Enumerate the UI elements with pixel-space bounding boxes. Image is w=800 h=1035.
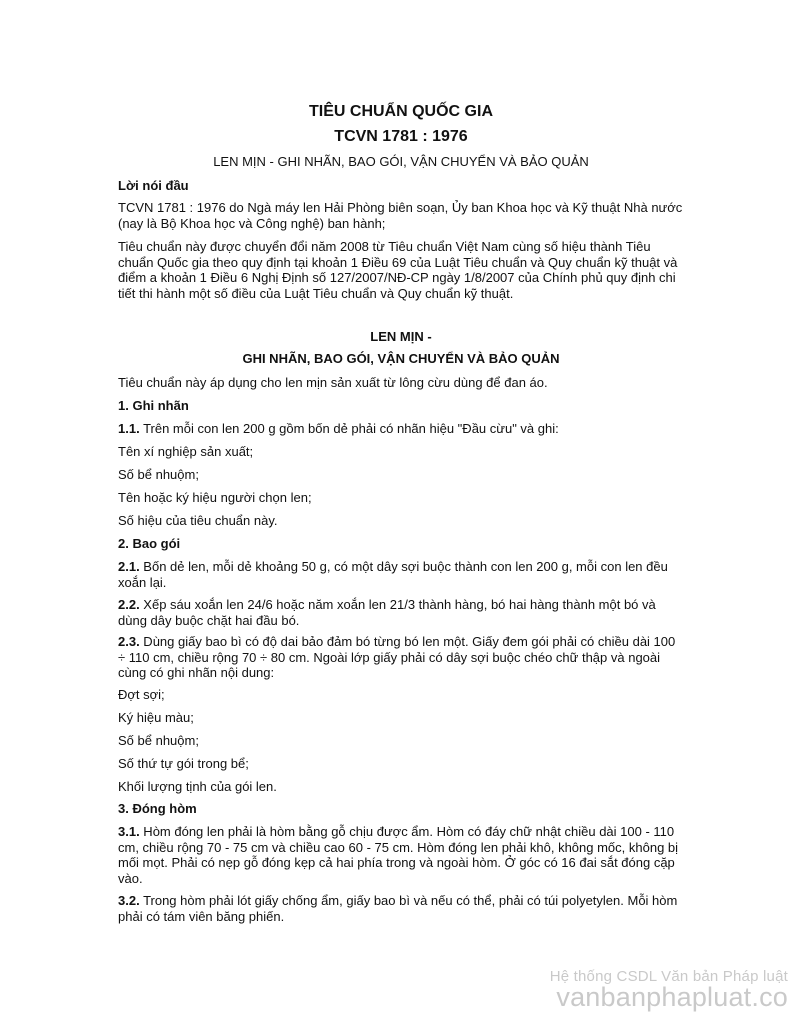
clause-text: Bốn dẻ len, mỗi dẻ khoảng 50 g, có một dây sợi buộc thành con len 200 g, mỗi con len đều xoắn lại. [118, 559, 668, 590]
clause-number: 3.2. [118, 893, 140, 908]
foreword-para-1: TCVN 1781 : 1976 do Ngà máy len Hải Phòng biên soạn, Ủy ban Khoa học và Kỹ thuật Nhà nước (nay là Bộ Khoa học và Công nghệ) ban hành; [118, 200, 683, 231]
clause-3-2 [118, 893, 684, 924]
clause-number: 2.3. [118, 634, 140, 649]
doc-subtitle: LEN MỊN - GHI NHÃN, BAO GÓI, VẬN CHUYỂN VÀ BẢO QUẢN [213, 154, 589, 169]
list-item: Số hiệu của tiêu chuẩn này. [118, 513, 278, 528]
section-1-heading: 1. Ghi nhãn [118, 398, 189, 413]
list-item: Tên hoặc ký hiệu người chọn len; [118, 490, 312, 505]
clause-2-2 [118, 597, 684, 628]
clause-number: 1.1. [118, 421, 140, 436]
doc-code: TCVN 1781 : 1976 [334, 128, 468, 145]
list-item: Đợt sợi; [118, 687, 165, 702]
list-item: Số bể nhuộm; [118, 467, 199, 482]
clause-3-1 [118, 824, 684, 886]
clause-text: Dùng giấy bao bì có độ dai bảo đảm bó từng bó len một. Giấy đem gói phải có chiều dài 100 ÷ 110 cm, chiều rộng 70 ÷ 80 cm. Ngoài lớp giấy phải có dây sợi buộc chéo chữ thập và ngoài cùng có ghi nhãn nội dung: [118, 634, 676, 680]
list-item: Khối lượng tịnh của gói len. [118, 779, 277, 794]
list-item: Số bể nhuộm; [118, 733, 199, 748]
list-item: Ký hiệu màu; [118, 710, 194, 725]
watermark-site-link[interactable]: vanbanphapluat.co [556, 982, 788, 1012]
section-3-heading: 3. Đóng hòm [118, 801, 197, 816]
section-2-heading: 2. Bao gói [118, 536, 181, 551]
clause-number: 2.1. [118, 559, 140, 574]
list-item: Tên xí nghiệp sản xuất; [118, 444, 254, 459]
clause-2-3 [118, 634, 684, 681]
clause-number: 3.1. [118, 824, 140, 839]
foreword-heading: Lời nói đầu [118, 178, 189, 193]
clause-text: Trên mỗi con len 200 g gồm bốn dẻ phải có nhãn hiệu "Đầu cừu" và ghi: [139, 421, 559, 436]
clause-number: 2.2. [118, 597, 140, 612]
main-title-1: LEN MỊN - [370, 329, 432, 344]
foreword-para-2: Tiêu chuẩn này được chuyển đổi năm 2008 từ Tiêu chuẩn Việt Nam cùng số hiệu thành Tiêu chuẩn Quốc gia theo quy định tại khoản 1 Điều 69 của Luật Tiêu chuẩn và Quy chuẩn kỹ thuật và điểm a khoản 1 Điều 6 Nghị Định số 127/2007/NĐ-CP ngày 1/8/2007 của Chính phủ quy định chi tiết thi hành một số điều của Luật Tiêu chuẩn và Quy chuẩn kỹ thuật. [118, 239, 678, 301]
clause-text: Hòm đóng len phải là hòm bằng gỗ chịu được ẩm. Hòm có đáy chữ nhật chiều dài 100 - 110 cm, chiều rộng 70 - 75 cm và chiều cao 60 - 75 cm. Hòm đóng len phải khô, không mốc, không bị mối mọt. Phải có nẹp gỗ đóng kẹp cả hai phía trong và ngoài hòm. Ở góc có 16 đai sắt đóng cặp vào. [118, 824, 679, 886]
clause-text: Xếp sáu xoắn len 24/6 hoặc năm xoắn len 21/3 thành hàng, bó hai hàng thành một bó và dùng dây buộc chặt hai đầu bó. [118, 597, 656, 628]
main-title-2: GHI NHÃN, BAO GÓI, VẬN CHUYỂN VÀ BẢO QUẢN [242, 351, 560, 366]
clause-2-1 [118, 559, 684, 590]
list-item: Số thứ tự gói trong bể; [118, 756, 249, 771]
clause-1-1 [118, 421, 684, 437]
clause-text: Trong hòm phải lót giấy chống ẩm, giấy bao bì và nếu có thể, phải có túi polyetylen. Mỗi hòm phải có tám viên băng phiến. [118, 893, 678, 924]
watermark-system-label: Hệ thống CSDL Văn bản Pháp luật [549, 968, 788, 985]
scope-text: Tiêu chuẩn này áp dụng cho len mịn sản xuất từ lông cừu dùng để đan áo. [118, 375, 548, 390]
doc-title: TIÊU CHUẨN QUỐC GIA [309, 103, 493, 120]
